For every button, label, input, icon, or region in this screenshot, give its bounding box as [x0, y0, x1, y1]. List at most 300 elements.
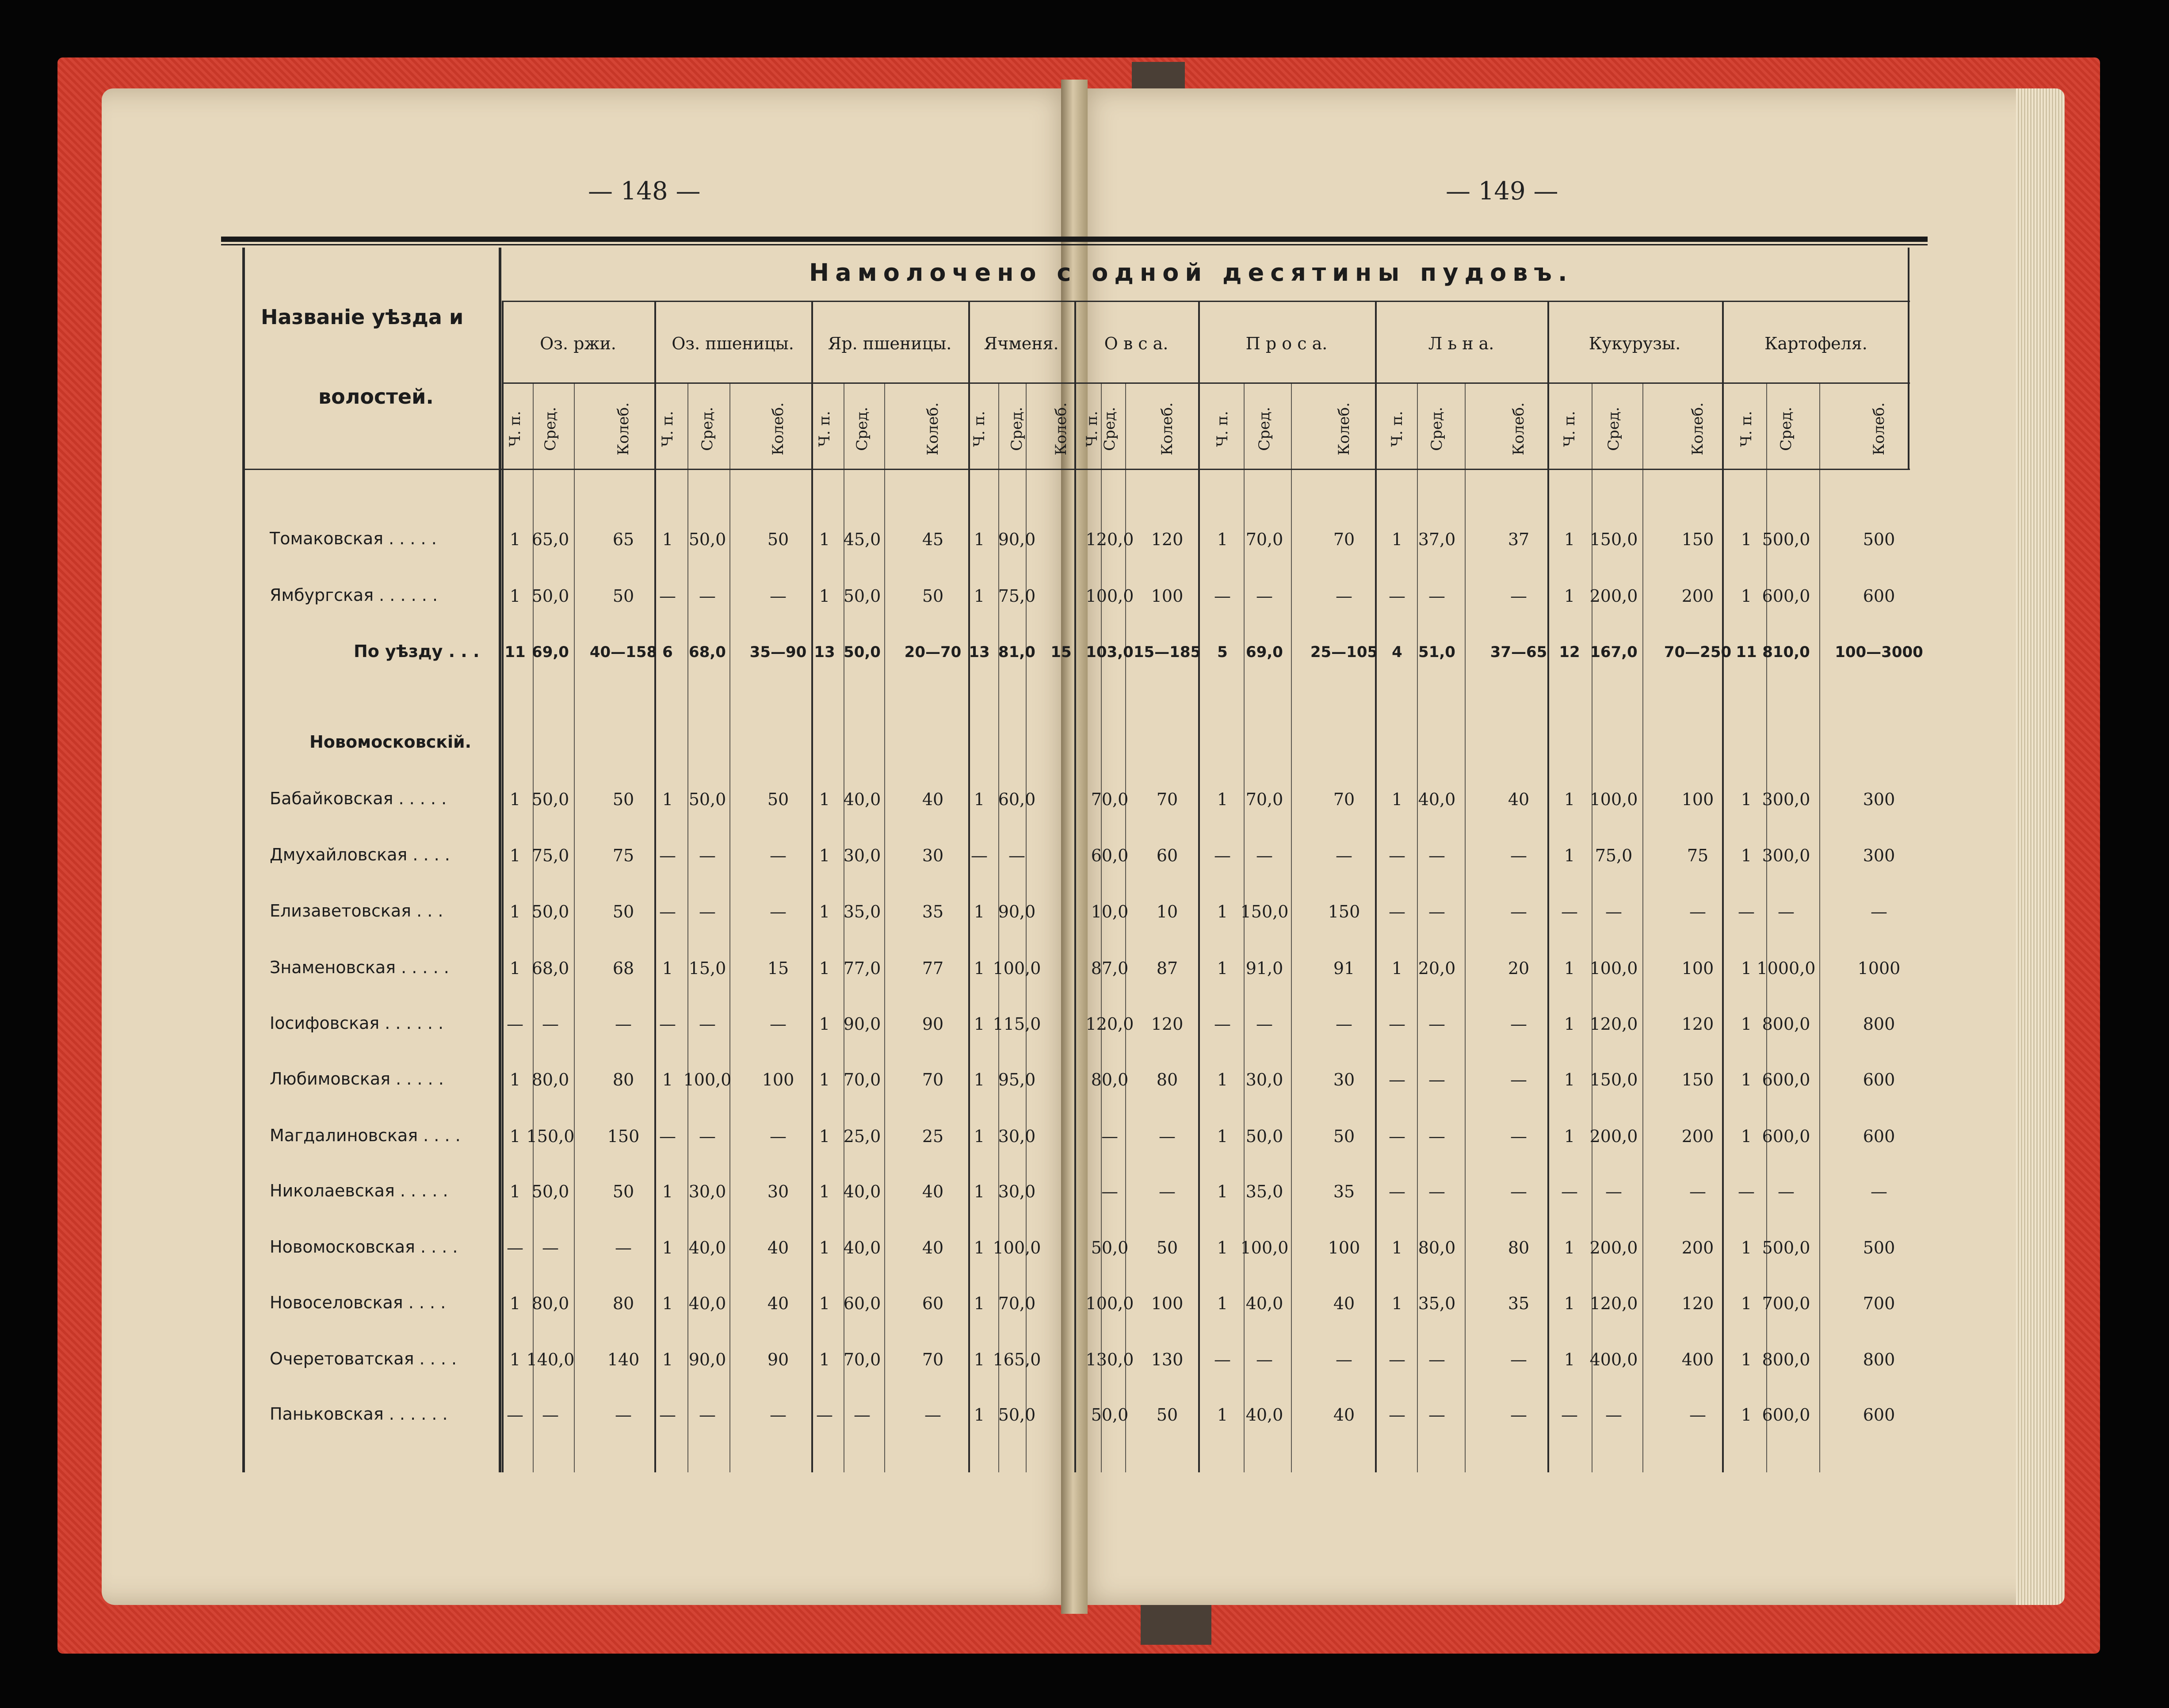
sub-column-divider — [884, 382, 885, 1472]
table-cell: — — [1510, 902, 1527, 921]
table-cell: 1 — [509, 530, 521, 549]
table-cell: — — [615, 1405, 632, 1425]
table-cell: — — [1510, 1070, 1527, 1089]
sub-column-header: Колеб. — [1052, 402, 1070, 455]
page-number-left: — 148 — — [588, 177, 701, 206]
table-cell: 800,0 — [1762, 1350, 1810, 1369]
table-cell: 1 — [819, 902, 830, 921]
table-cell: — — [1214, 1014, 1231, 1034]
table-cell: 70,0 — [1245, 790, 1283, 809]
table-cell: 140,0 — [526, 1350, 575, 1369]
table-cell: 4 — [1392, 643, 1402, 661]
table-cell: — — [1510, 1014, 1527, 1034]
table-cell: 40,0 — [1245, 1405, 1283, 1425]
table-cell: 50 — [612, 586, 634, 606]
table-cell: — — [1256, 846, 1273, 865]
table-cell: 80,0 — [1418, 1238, 1456, 1257]
table-cell: 100,0 — [993, 959, 1041, 978]
table-cell: 1 — [1741, 846, 1752, 865]
table-cell: — — [615, 1014, 632, 1034]
table-cell: 1 — [1391, 790, 1403, 809]
table-cell: 77 — [922, 959, 944, 978]
table-cell: 15 — [1050, 643, 1072, 661]
table-cell: 50 — [612, 902, 634, 921]
group-column-divider — [1547, 301, 1549, 1472]
table-cell: 80,0 — [1091, 1070, 1129, 1089]
sub-column-header: Сред. — [1256, 407, 1273, 451]
table-cell: — — [1561, 1405, 1578, 1425]
sub-column-divider — [1642, 382, 1643, 1472]
table-cell: 200,0 — [1589, 1238, 1638, 1257]
table-cell: 25 — [922, 1127, 944, 1146]
volost-name: Дмухайловская . . . . — [270, 845, 450, 864]
table-cell: — — [699, 1127, 716, 1146]
table-cell: 35 — [1508, 1294, 1530, 1313]
table-cell: 810,0 — [1762, 643, 1810, 661]
table-cell: — — [816, 1405, 833, 1425]
table-cell: 15 — [767, 959, 789, 978]
table-cell: — — [1428, 1014, 1445, 1034]
table-cell: 600 — [1863, 1405, 1895, 1425]
table-cell: 70 — [922, 1350, 944, 1369]
table-cell: 1 — [1217, 1405, 1228, 1425]
table-cell: 30,0 — [688, 1182, 726, 1201]
table-cell: 1 — [819, 846, 830, 865]
sub-column-header: Сред. — [1777, 407, 1795, 451]
table-cell: 1 — [819, 1294, 830, 1313]
sub-column-header: Сред. — [699, 407, 716, 451]
table-cell: 1 — [1217, 1294, 1228, 1313]
table-cell: — — [1389, 1127, 1405, 1146]
table-cell: 95,0 — [998, 1070, 1036, 1089]
table-cell: — — [1389, 902, 1405, 921]
group-column-divider — [1198, 301, 1200, 1472]
sub-column-divider — [1819, 382, 1820, 1472]
sub-column-header: Сред. — [542, 407, 559, 451]
table-cell: — — [1689, 1182, 1706, 1201]
table-cell: — — [1336, 586, 1352, 606]
table-cell: — — [1428, 1350, 1445, 1369]
table-cell: 1 — [662, 790, 673, 809]
table-cell: 1 — [974, 1127, 985, 1146]
table-cell: 87 — [1156, 959, 1178, 978]
table-cell: 20 — [1508, 959, 1530, 978]
table-horizontal-rule — [502, 301, 1910, 302]
table-cell: 11 — [504, 643, 526, 661]
table-cell: 1 — [1741, 1405, 1752, 1425]
table-cell: — — [1428, 586, 1445, 606]
table-cell: 150 — [1681, 530, 1714, 549]
table-cell: — — [770, 1127, 787, 1146]
sub-column-header: Колеб. — [615, 402, 632, 455]
table-cell: 100,0 — [1240, 1238, 1289, 1257]
table-cell: 13 — [969, 643, 990, 661]
table-cell: 500,0 — [1762, 1238, 1810, 1257]
table-cell: 80 — [612, 1294, 634, 1313]
first-col-header-line1: Названіе уѣзда и — [261, 305, 464, 329]
table-cell: 20,0 — [1418, 959, 1456, 978]
sub-column-header: Колеб. — [1158, 402, 1176, 455]
table-cell: 100,0 — [1085, 586, 1134, 606]
table-cell: 35—90 — [749, 643, 807, 661]
table-cell: 1 — [974, 1350, 985, 1369]
table-cell: 1 — [1391, 530, 1403, 549]
table-cell: — — [1008, 846, 1025, 865]
page-number-right: — 149 — — [1446, 177, 1558, 206]
table-cell: 1 — [662, 959, 673, 978]
table-cell: 1 — [509, 959, 521, 978]
table-cell: 25,0 — [843, 1127, 881, 1146]
table-cell: 1 — [509, 846, 521, 865]
table-cell: 68 — [612, 959, 634, 978]
table-cell: 1 — [1741, 530, 1752, 549]
crop-group-header: Оз. ржи. — [540, 334, 616, 353]
table-cell: 1 — [1564, 790, 1575, 809]
table-cell: 40,0 — [688, 1238, 726, 1257]
first-col-header-line2: волостей. — [318, 385, 434, 409]
table-cell: 1 — [1217, 790, 1228, 809]
table-cell: 1 — [1217, 530, 1228, 549]
table-cell: 37—65 — [1490, 643, 1547, 661]
table-cell: 37 — [1508, 530, 1530, 549]
table-cell: 70 — [922, 1070, 944, 1089]
table-cell: 600,0 — [1762, 1070, 1810, 1089]
sub-column-divider — [687, 382, 688, 1472]
table-cell: 45,0 — [843, 530, 881, 549]
table-cell: 10,0 — [1091, 902, 1129, 921]
table-cell: — — [1428, 1127, 1445, 1146]
table-cell: — — [542, 1405, 559, 1425]
table-cell: 300,0 — [1762, 790, 1810, 809]
table-cell: 37,0 — [1418, 530, 1456, 549]
table-cell: 40 — [922, 1182, 944, 1201]
table-cell: — — [507, 1014, 523, 1034]
table-cell: 100,0 — [1589, 959, 1638, 978]
sub-column-header: Сред. — [1008, 407, 1026, 451]
table-cell: 30 — [1333, 1070, 1355, 1089]
table-horizontal-rule — [502, 382, 1910, 384]
table-cell: 150 — [1328, 902, 1360, 921]
group-column-divider — [1722, 301, 1724, 1472]
table-cell: 90,0 — [843, 1014, 881, 1034]
volost-name: Томаковская . . . . . — [270, 529, 437, 548]
table-cell: 50,0 — [1091, 1238, 1129, 1257]
sub-column-header: Ч. п. — [659, 411, 676, 447]
table-cell: 1 — [509, 1294, 521, 1313]
table-cell: — — [1214, 1350, 1231, 1369]
table-cell: 1 — [509, 1350, 521, 1369]
table-cell: 120 — [1681, 1014, 1714, 1034]
table-cell: 100 — [1681, 790, 1714, 809]
table-cell: 800 — [1863, 1350, 1895, 1369]
volost-name: Новоселовская . . . . — [270, 1293, 446, 1312]
table-cell: 80 — [1156, 1070, 1178, 1089]
table-cell: 15,0 — [688, 959, 726, 978]
table-cell: 50,0 — [998, 1405, 1036, 1425]
table-vertical-border — [1908, 248, 1909, 469]
table-cell: — — [699, 586, 716, 606]
table-cell: 69,0 — [1246, 643, 1283, 661]
table-cell: 68,0 — [531, 959, 569, 978]
table-cell: — — [1389, 1182, 1405, 1201]
table-cell: 1 — [662, 1350, 673, 1369]
table-cell: 120,0 — [1085, 1014, 1134, 1034]
table-cell: 30,0 — [998, 1182, 1036, 1201]
table-cell: 1 — [819, 1127, 830, 1146]
table-cell: — — [1256, 1014, 1273, 1034]
table-cell: 140 — [607, 1350, 640, 1369]
table-cell: 300 — [1863, 790, 1895, 809]
table-cell: 500 — [1863, 1238, 1895, 1257]
table-cell: — — [1561, 1182, 1578, 1201]
table-cell: 800,0 — [1762, 1014, 1810, 1034]
table-cell: — — [659, 902, 676, 921]
table-cell: 80,0 — [531, 1070, 569, 1089]
crop-group-header: П р о с а. — [1245, 334, 1328, 353]
table-cell: 1 — [1564, 846, 1575, 865]
table-cell: 130,0 — [1085, 1350, 1134, 1369]
table-cell: 70 — [1156, 790, 1178, 809]
table-cell: 30 — [767, 1182, 789, 1201]
table-cell: 91,0 — [1245, 959, 1283, 978]
table-cell: 35 — [1333, 1182, 1355, 1201]
table-cell: 50 — [612, 790, 634, 809]
table-cell: 50,0 — [843, 586, 881, 606]
table-cell: 60,0 — [998, 790, 1036, 809]
table-cell: 60,0 — [1091, 846, 1129, 865]
table-cell: 35,0 — [1245, 1182, 1283, 1201]
table-cell: 90,0 — [998, 530, 1036, 549]
table-cell: 30,0 — [998, 1127, 1036, 1146]
table-cell: 6 — [662, 643, 673, 661]
table-cell: 500 — [1863, 530, 1895, 549]
table-cell: 1 — [974, 1070, 985, 1089]
table-cell: 100—3000 — [1835, 643, 1923, 661]
volost-name: Елизаветовская . . . — [270, 901, 443, 921]
table-cell: — — [659, 1127, 676, 1146]
table-cell: 600 — [1863, 1070, 1895, 1089]
table-cell: — — [1428, 902, 1445, 921]
group-column-divider — [654, 301, 656, 1472]
table-cell: 100,0 — [1589, 790, 1638, 809]
table-cell: — — [659, 846, 676, 865]
table-cell: — — [1689, 902, 1706, 921]
table-cell: — — [1336, 1014, 1352, 1034]
table-cell: 75,0 — [531, 846, 569, 865]
table-cell: 40,0 — [688, 1294, 726, 1313]
table-cell: 40 — [1508, 790, 1530, 809]
table-cell: 25—105 — [1310, 643, 1378, 661]
table-cell: 600,0 — [1762, 1405, 1810, 1425]
table-cell: 12 — [1559, 643, 1580, 661]
table-cell: 100,0 — [683, 1070, 732, 1089]
table-cell: 120,0 — [1589, 1014, 1638, 1034]
table-cell: 50,0 — [531, 902, 569, 921]
volost-name: Новомосковскій. — [309, 732, 472, 752]
crop-group-header: Оз. пшеницы. — [672, 334, 794, 353]
sub-column-header: Ч. п. — [1083, 411, 1101, 447]
table-cell: 1 — [1391, 1238, 1403, 1257]
table-cell: 300,0 — [1762, 846, 1810, 865]
table-cell: 1 — [662, 1182, 673, 1201]
table-cell: 90,0 — [688, 1350, 726, 1369]
table-cell: 120,0 — [1589, 1294, 1638, 1313]
volost-name: Знаменовская . . . . . — [270, 958, 449, 977]
table-vertical-border — [499, 248, 501, 1472]
table-cell: 50 — [922, 586, 944, 606]
table-cell: — — [770, 1014, 787, 1034]
table-cell: 50,0 — [688, 530, 726, 549]
table-cell: — — [659, 1014, 676, 1034]
table-cell: 1 — [1741, 790, 1752, 809]
table-cell: 1 — [819, 530, 830, 549]
table-cell: 1 — [1564, 1350, 1575, 1369]
sub-column-header: Ч. п. — [1214, 411, 1231, 447]
table-cell: — — [1510, 586, 1527, 606]
table-cell: 1 — [974, 1182, 985, 1201]
table-cell: — — [1778, 1182, 1795, 1201]
table-cell: 130 — [1151, 1350, 1184, 1369]
table-cell: 1 — [1741, 1350, 1752, 1369]
group-column-divider — [502, 301, 504, 1472]
table-cell: 50 — [767, 790, 789, 809]
table-cell: — — [542, 1014, 559, 1034]
table-cell: 1 — [1217, 1182, 1228, 1201]
table-cell: — — [1428, 1070, 1445, 1089]
table-cell: 1 — [974, 902, 985, 921]
table-cell: — — [507, 1405, 523, 1425]
table-cell: — — [1871, 902, 1887, 921]
table-cell: 1 — [974, 1294, 985, 1313]
table-cell: 1 — [1564, 530, 1575, 549]
table-cell: 700,0 — [1762, 1294, 1810, 1313]
table-cell: 51,0 — [1418, 643, 1455, 661]
table-cell: 40 — [1333, 1405, 1355, 1425]
table-cell: 150 — [1681, 1070, 1714, 1089]
table-cell: 1 — [1564, 1014, 1575, 1034]
table-cell: 90 — [922, 1014, 944, 1034]
table-cell: 300 — [1863, 846, 1895, 865]
table-cell: 1 — [819, 959, 830, 978]
table-cell: 1 — [662, 1294, 673, 1313]
table-cell: 800 — [1863, 1014, 1895, 1034]
table-cell: 1 — [819, 586, 830, 606]
table-cell: 15—185 — [1133, 643, 1201, 661]
table-cell: 50 — [612, 1182, 634, 1201]
table-title: Намолочено с одной десятины пудовъ. — [809, 259, 1573, 287]
table-cell: 70,0 — [1245, 530, 1283, 549]
table-cell: 1 — [1564, 1294, 1575, 1313]
table-cell: 1 — [509, 790, 521, 809]
table-cell: — — [770, 846, 787, 865]
table-cell: 100 — [1151, 586, 1184, 606]
table-cell: 1 — [1391, 1294, 1403, 1313]
volost-name: Любимовская . . . . . — [270, 1069, 444, 1089]
table-cell: 600,0 — [1762, 586, 1810, 606]
table-cell: 400 — [1681, 1350, 1714, 1369]
table-cell: 40 — [767, 1238, 789, 1257]
table-cell: — — [1738, 902, 1755, 921]
table-cell: — — [971, 846, 988, 865]
table-cell: 1 — [509, 1182, 521, 1201]
sub-column-divider — [1291, 382, 1292, 1472]
table-cell: 1 — [662, 1238, 673, 1257]
table-cell: — — [1510, 1127, 1527, 1146]
table-cell: — — [659, 1405, 676, 1425]
table-cell: — — [1256, 586, 1273, 606]
table-cell: 700 — [1863, 1294, 1895, 1313]
group-column-divider — [811, 301, 813, 1472]
table-cell: 120 — [1151, 530, 1184, 549]
table-cell: 150,0 — [1589, 1070, 1638, 1089]
table-cell: 50,0 — [531, 1182, 569, 1201]
table-cell: 1 — [974, 790, 985, 809]
group-column-divider — [1375, 301, 1377, 1472]
table-cell: 70,0 — [843, 1350, 881, 1369]
table-cell: — — [1214, 846, 1231, 865]
table-cell: 69,0 — [532, 643, 569, 661]
table-cell: 200,0 — [1589, 1127, 1638, 1146]
table-vertical-border — [242, 248, 245, 1472]
table-cell: — — [542, 1238, 559, 1257]
table-cell: 150 — [607, 1127, 640, 1146]
crop-group-header: Яр. пшеницы. — [828, 334, 952, 353]
crop-group-header: Картофеля. — [1764, 334, 1867, 353]
group-column-divider — [1074, 301, 1076, 1472]
table-cell: 1 — [1741, 1294, 1752, 1313]
table-cell: 90,0 — [998, 902, 1036, 921]
sub-column-divider — [574, 382, 575, 1472]
table-cell: — — [1389, 1070, 1405, 1089]
sub-column-header: Сред. — [853, 407, 871, 451]
table-cell: 1 — [1217, 1070, 1228, 1089]
table-cell: 45 — [922, 530, 944, 549]
table-cell: 11 — [1736, 643, 1757, 661]
table-cell: — — [1428, 1182, 1445, 1201]
table-cell: — — [1510, 1350, 1527, 1369]
sub-column-header: Ч. п. — [970, 411, 988, 447]
crop-group-header: Л ь н а. — [1428, 334, 1494, 353]
table-cell: 120,0 — [1085, 530, 1134, 549]
table-cell: 60,0 — [843, 1294, 881, 1313]
table-cell: — — [1510, 1405, 1527, 1425]
table-cell: 50,0 — [531, 790, 569, 809]
table-cell: 35,0 — [843, 902, 881, 921]
table-cell: 1 — [974, 1405, 985, 1425]
table-cell: 70,0 — [998, 1294, 1036, 1313]
table-cell: 1 — [819, 1182, 830, 1201]
sub-column-header: Колеб. — [1510, 402, 1527, 455]
table-cell: 1 — [974, 530, 985, 549]
sub-column-header: Ч. п. — [1737, 411, 1755, 447]
table-cell: — — [615, 1238, 632, 1257]
table-cell: — — [854, 1405, 871, 1425]
table-cell: 70,0 — [843, 1070, 881, 1089]
table-cell: 500,0 — [1762, 530, 1810, 549]
table-cell: 150,0 — [1589, 530, 1638, 549]
volost-name: Новомосковская . . . . — [270, 1237, 458, 1257]
table-cell: — — [1738, 1182, 1755, 1201]
table-cell: 50,0 — [1091, 1405, 1129, 1425]
table-cell: 1 — [509, 902, 521, 921]
table-cell: 1000,0 — [1757, 959, 1816, 978]
table-cell: 50,0 — [844, 643, 881, 661]
table-cell: — — [699, 846, 716, 865]
table-cell: 165,0 — [993, 1350, 1041, 1369]
table-cell: 65 — [612, 530, 634, 549]
table-horizontal-rule — [242, 469, 1910, 470]
table-cell: — — [1336, 1350, 1352, 1369]
